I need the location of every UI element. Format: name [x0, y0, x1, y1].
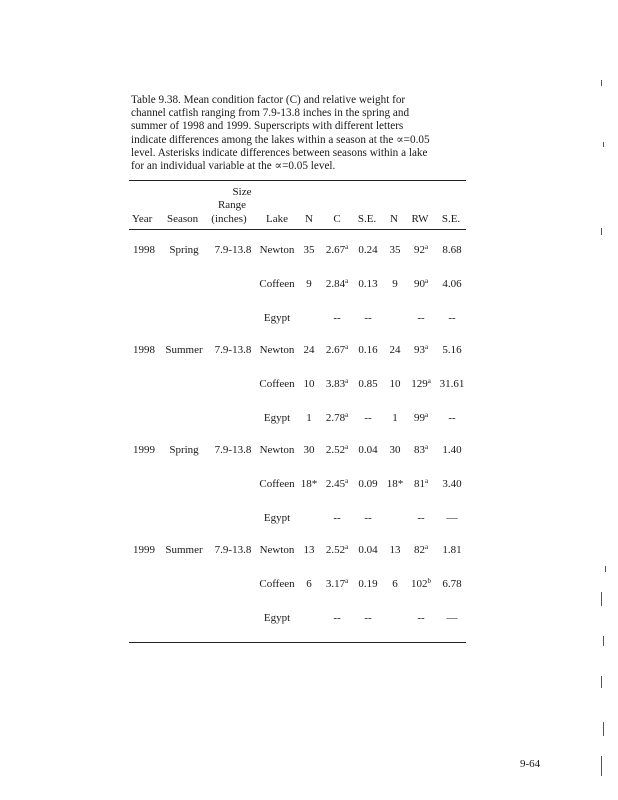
cell-size-range: 7.9-13.8	[214, 444, 252, 456]
cell-n-c: 10	[303, 378, 315, 390]
cell-rw: 90$^a$	[413, 277, 429, 290]
cell-se-rw: --	[448, 312, 456, 324]
caption-line: indicate differences among the lakes within a season at the ∝=0.05	[131, 133, 430, 146]
cell-rw: 129$^a$	[411, 377, 431, 390]
cell-rw: 83$^a$	[413, 443, 429, 456]
cell-se-c: 0.09	[358, 478, 378, 490]
cell-c: 2.45$^a$	[325, 477, 349, 490]
scan-margin-mark	[605, 566, 606, 572]
scan-margin-mark	[601, 228, 602, 235]
cell-rw: 82$^a$	[413, 543, 429, 556]
cell-rw: 81$^a$	[413, 477, 429, 490]
cell-se-c: --	[364, 412, 372, 424]
header-se-c: S.E.	[357, 213, 377, 225]
cell-n-rw: 30	[389, 444, 401, 456]
scan-margin-mark	[601, 756, 602, 776]
cell-c: --	[333, 512, 341, 524]
cell-size-range: 7.9-13.8	[214, 344, 252, 356]
cell-se-rw: —	[446, 512, 458, 524]
cell-rw: 99$^a$	[413, 411, 429, 424]
cell-size-range: 7.9-13.8	[214, 544, 252, 556]
cell-se-rw: 4.06	[442, 278, 462, 290]
cell-year: 1999	[133, 544, 155, 556]
cell-se-c: 0.13	[358, 278, 378, 290]
header-se-rw: S.E.	[441, 213, 461, 225]
cell-se-c: 0.85	[358, 378, 378, 390]
cell-year: 1998	[133, 344, 155, 356]
cell-se-rw: 31.61	[439, 378, 465, 390]
scan-margin-mark	[601, 80, 602, 86]
cell-lake: Egypt	[263, 612, 291, 624]
cell-lake: Newton	[259, 344, 295, 356]
cell-rw: 93$^a$	[413, 343, 429, 356]
cell-se-c: 0.24	[358, 244, 378, 256]
cell-n-c: 18*	[300, 478, 318, 490]
cell-c: --	[333, 312, 341, 324]
cell-c: 2.84$^a$	[325, 277, 349, 290]
cell-se-c: --	[364, 512, 372, 524]
caption-line: Table 9.38. Mean condition factor (C) and relative weight for	[131, 94, 406, 106]
cell-se-rw: --	[448, 412, 456, 424]
cell-lake: Egypt	[263, 412, 291, 424]
cell-lake: Coffeen	[259, 478, 295, 490]
cell-n-c: 13	[303, 544, 315, 556]
caption-line: for an individual variable at the ∝=0.05 level.	[131, 160, 336, 173]
cell-se-rw: 1.81	[442, 544, 462, 556]
cell-se-c: 0.04	[358, 444, 378, 456]
page-number: 9-64	[520, 758, 541, 770]
cell-c: 3.83$^a$	[325, 377, 349, 390]
cell-n-rw: 24	[389, 344, 401, 356]
scan-margin-mark	[603, 142, 604, 147]
cell-lake: Egypt	[263, 312, 291, 324]
header-season: Season	[167, 213, 199, 225]
cell-season: Summer	[165, 544, 203, 556]
cell-n-c: 35	[303, 244, 315, 256]
cell-c: 2.67$^a$	[325, 343, 349, 356]
header-rw: RW	[411, 213, 429, 225]
cell-se-c: --	[364, 612, 372, 624]
header-inches: (inches)	[211, 213, 247, 225]
header-lake: Lake	[266, 213, 288, 225]
cell-se-rw: —	[446, 612, 458, 624]
header-c: C	[333, 213, 341, 225]
cell-c: 3.17$^a$	[325, 577, 349, 590]
table-caption	[131, 94, 471, 173]
cell-c: --	[333, 612, 341, 624]
caption-line: summer of 1998 and 1999. Superscripts with different letters	[131, 120, 404, 133]
cell-n-c: 9	[306, 278, 312, 290]
caption-line: channel catfish ranging from 7.9-13.8 inches in the spring and	[131, 107, 410, 120]
cell-n-c: 6	[306, 578, 312, 590]
cell-lake: Newton	[259, 444, 295, 456]
cell-n-rw: 6	[392, 578, 398, 590]
header-n-c: N	[305, 213, 313, 225]
cell-n-rw: 9	[392, 278, 398, 290]
cell-se-rw: 8.68	[442, 244, 462, 256]
cell-season: Spring	[169, 444, 199, 456]
header-n-rw: N	[390, 213, 398, 225]
cell-lake: Newton	[259, 244, 295, 256]
cell-se-rw: 5.16	[442, 344, 462, 356]
cell-size-range: 7.9-13.8	[214, 244, 252, 256]
cell-n-rw: 10	[389, 378, 401, 390]
cell-n-c: 24	[303, 344, 315, 356]
scan-margin-mark	[601, 676, 602, 688]
cell-lake: Coffeen	[259, 378, 295, 390]
cell-year: 1999	[133, 444, 155, 456]
cell-c: 2.67$^a$	[325, 243, 349, 256]
cell-lake: Coffeen	[259, 578, 295, 590]
header-year: Year	[132, 213, 153, 225]
cell-lake: Coffeen	[259, 278, 295, 290]
cell-se-c: --	[364, 312, 372, 324]
cell-rw: 102$^b$	[411, 577, 431, 590]
cell-lake: Egypt	[263, 512, 291, 524]
cell-n-rw: 13	[389, 544, 401, 556]
cell-n-c: 1	[306, 412, 312, 424]
table-header-rule	[129, 229, 466, 230]
cell-c: 2.52$^a$	[325, 443, 349, 456]
cell-c: 2.52$^a$	[325, 543, 349, 556]
scan-margin-mark	[603, 636, 604, 646]
cell-rw: --	[417, 312, 425, 324]
cell-c: 2.78$^a$	[325, 411, 349, 424]
header-size: Size	[232, 186, 252, 198]
cell-n-rw: 35	[389, 244, 401, 256]
cell-se-rw: 6.78	[442, 578, 462, 590]
cell-rw: --	[417, 612, 425, 624]
cell-se-rw: 3.40	[442, 478, 462, 490]
caption-line: level. Asterisks indicate differences between seasons within a lake	[131, 146, 428, 159]
header-range: Range	[217, 199, 247, 211]
scan-margin-mark	[603, 722, 604, 736]
table-top-rule	[129, 180, 466, 181]
cell-rw: --	[417, 512, 425, 524]
cell-lake: Newton	[259, 544, 295, 556]
cell-se-c: 0.04	[358, 544, 378, 556]
cell-n-rw: 1	[392, 412, 398, 424]
cell-n-c: 30	[303, 444, 315, 456]
cell-se-c: 0.16	[358, 344, 378, 356]
cell-season: Summer	[165, 344, 203, 356]
cell-year: 1998	[133, 244, 155, 256]
table-bottom-rule	[129, 642, 466, 643]
cell-rw: 92$^a$	[413, 243, 429, 256]
cell-season: Spring	[169, 244, 199, 256]
cell-se-c: 0.19	[358, 578, 378, 590]
scan-margin-mark	[601, 592, 602, 606]
cell-se-rw: 1.40	[442, 444, 462, 456]
cell-n-rw: 18*	[386, 478, 404, 490]
